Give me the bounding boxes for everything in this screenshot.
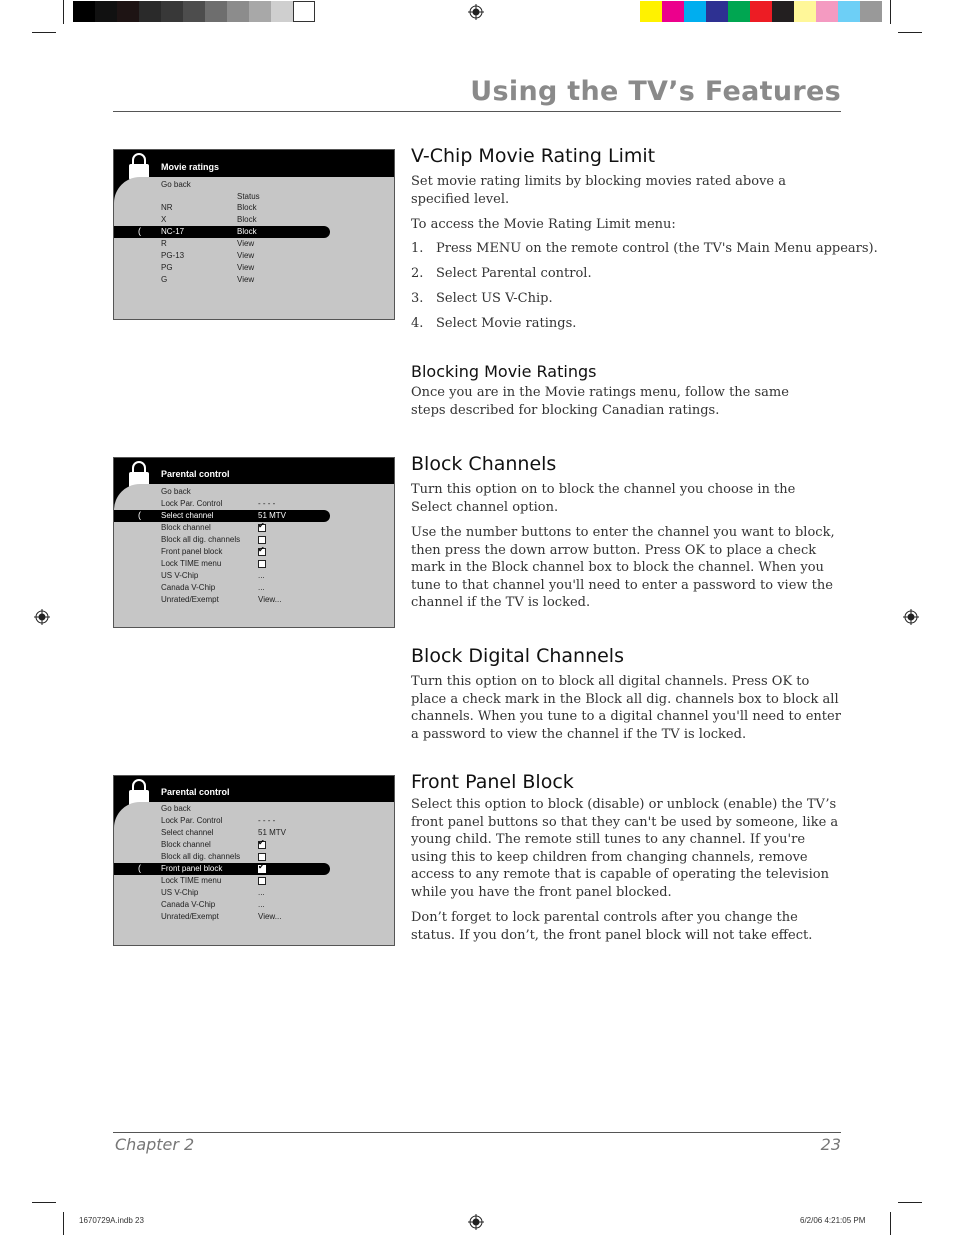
rating-label: NR	[161, 203, 173, 212]
menu-item-label: Front panel block	[161, 547, 223, 556]
section-heading: V-Chip Movie Rating Limit	[411, 145, 656, 167]
color-swatch	[95, 1, 117, 22]
chapter-label: Chapter 2	[115, 1135, 195, 1154]
menu-item-label: Lock Par. Control	[161, 499, 223, 508]
menu-panel	[114, 802, 394, 945]
menu-item-label: Unrated/Exempt	[161, 912, 219, 921]
menu-item[interactable]	[114, 498, 330, 510]
parental-control-screen	[113, 775, 395, 946]
rating-row[interactable]	[114, 202, 330, 214]
menu-item-go-back[interactable]: Go back	[161, 180, 191, 189]
body-paragraph: Turn this option on to block all digital channels. Press OK to place a check mark in the Block all dig. channels box to block all channels. When you tune to a digital channel you'll need to enter a password to view the channel if the TV is locked.	[411, 674, 841, 742]
step-text: Select US V-Chip.	[436, 291, 553, 306]
menu-item-label: Block channel	[161, 840, 211, 849]
checkbox[interactable]	[258, 853, 266, 861]
menu-item[interactable]	[114, 534, 330, 546]
menu-item-label: Front panel block	[161, 864, 223, 873]
color-swatch	[772, 1, 794, 22]
body-paragraph: Use the number buttons to enter the channel you want to block, then press the down arrow button. Press OK to place a check mark in the Block channel box to block the channel. When you tune to that channel you'll need to enter a password to view the channel if the TV is locked.	[411, 525, 835, 610]
body-paragraph: Once you are in the Movie ratings menu, follow the same steps described for blocking Canadian ratings.	[411, 385, 789, 418]
rating-row[interactable]	[114, 262, 330, 274]
menu-item-value: View...	[258, 595, 282, 604]
step-text: Select Parental control.	[436, 266, 592, 281]
menu-item[interactable]	[114, 522, 330, 534]
registration-target-icon	[34, 609, 50, 625]
crop-mark	[898, 1202, 922, 1203]
registration-target-icon	[468, 1214, 484, 1230]
menu-item-label: Select channel	[161, 828, 214, 837]
color-swatch	[794, 1, 816, 22]
rating-label: PG	[161, 263, 173, 272]
header-rule	[113, 111, 841, 112]
menu-item[interactable]	[114, 887, 330, 899]
color-swatch	[816, 1, 838, 22]
step-number: 4.	[411, 316, 424, 331]
movie-ratings-screen	[113, 149, 395, 320]
crop-mark	[898, 32, 922, 33]
color-swatch	[249, 1, 271, 22]
menu-item-value: ...	[258, 888, 265, 897]
menu-item-label: Go back	[161, 804, 191, 813]
color-swatch	[728, 1, 750, 22]
menu-item-label: US V-Chip	[161, 888, 199, 897]
color-swatch	[161, 1, 183, 22]
color-swatch	[706, 1, 728, 22]
crop-mark	[63, 1212, 64, 1235]
color-swatch	[662, 1, 684, 22]
rating-status: View	[237, 263, 255, 272]
color-swatch	[860, 1, 882, 22]
print-timestamp: 6/2/06 4:21:05 PM	[800, 1216, 866, 1225]
color-swatch	[271, 1, 293, 22]
color-swatch	[750, 1, 772, 22]
menu-item[interactable]	[114, 827, 330, 839]
registration-target-icon	[903, 609, 919, 625]
menu-item-label: Lock Par. Control	[161, 816, 223, 825]
menu-item-label: Lock TIME menu	[161, 876, 222, 885]
menu-item-value: ...	[258, 583, 265, 592]
rating-status: Block	[237, 203, 257, 212]
menu-item[interactable]	[114, 594, 330, 606]
subsection-heading: Blocking Movie Ratings	[411, 362, 597, 381]
color-swatch	[838, 1, 860, 22]
menu-item[interactable]	[114, 863, 330, 875]
section-heading: Front Panel Block	[411, 771, 574, 793]
step-number: 3.	[411, 291, 424, 306]
rating-label: R	[161, 239, 167, 248]
menu-item[interactable]	[114, 510, 330, 522]
color-swatch	[684, 1, 706, 22]
color-swatch	[183, 1, 205, 22]
menu-item-value: View...	[258, 912, 282, 921]
menu-item-value: ...	[258, 571, 265, 580]
page-number: 23	[820, 1135, 841, 1154]
body-paragraph: Set movie rating limits by blocking movies rated above a specified level.	[411, 174, 786, 207]
menu-item-label: Unrated/Exempt	[161, 595, 219, 604]
menu-item-label: Select channel	[161, 511, 214, 520]
step-number: 1.	[411, 241, 424, 256]
rating-row[interactable]	[114, 214, 330, 226]
checkbox[interactable]	[258, 536, 266, 544]
crop-mark	[63, 0, 64, 24]
rating-label: G	[161, 275, 168, 284]
rating-label: NC-17	[161, 227, 185, 236]
body-paragraph: Turn this option on to block the channel you choose in the Select channel option.	[411, 482, 796, 515]
rating-status: View	[237, 239, 255, 248]
menu-item[interactable]	[114, 875, 330, 887]
rating-row[interactable]	[114, 274, 330, 286]
crop-mark	[32, 32, 56, 33]
color-swatch	[117, 1, 139, 22]
menu-item-label: Canada V-Chip	[161, 583, 216, 592]
section-heading: Block Digital Channels	[411, 645, 624, 667]
menu-item[interactable]	[114, 570, 330, 582]
menu-item-value: 51 MTV	[258, 828, 287, 837]
menu-item[interactable]	[114, 911, 330, 923]
menu-item-value: ...	[258, 900, 265, 909]
rating-label: PG-13	[161, 251, 185, 260]
menu-item[interactable]	[114, 803, 330, 815]
rating-row[interactable]	[114, 238, 330, 250]
crop-mark	[890, 1212, 891, 1235]
rating-status: View	[237, 275, 255, 284]
selection-cursor-icon: (	[138, 226, 141, 236]
rating-status: Block	[237, 227, 257, 236]
body-paragraph: Don’t forget to lock parental controls after you change the status. If you don’t, the front panel block will not take effect.	[411, 910, 813, 943]
crop-mark	[32, 1202, 56, 1203]
menu-item[interactable]	[114, 815, 330, 827]
step-item	[411, 291, 553, 306]
color-swatch	[640, 1, 662, 22]
body-paragraph: To access the Movie Rating Limit menu:	[411, 217, 676, 232]
rating-status: Block	[237, 215, 257, 224]
registration-target-icon	[468, 4, 484, 20]
menu-item-value: 51 MTV	[258, 511, 287, 520]
menu-item-value: - - - -	[258, 816, 276, 825]
page-title: Using the TV’s Features	[470, 76, 841, 107]
parental-control-screen	[113, 457, 395, 628]
checkbox[interactable]	[258, 841, 266, 849]
screen-title: Parental control	[161, 787, 230, 797]
color-swatch	[205, 1, 227, 22]
color-swatch	[293, 1, 315, 22]
step-item	[411, 316, 576, 331]
selection-cursor-icon: (	[138, 510, 141, 520]
checkbox[interactable]	[258, 877, 266, 885]
menu-item[interactable]	[114, 839, 330, 851]
menu-item-label: Canada V-Chip	[161, 900, 216, 909]
color-swatch	[227, 1, 249, 22]
screen-title: Movie ratings	[161, 162, 220, 172]
step-number: 2.	[411, 266, 424, 281]
print-slug: 1670729A.indb 23	[79, 1216, 144, 1225]
menu-item[interactable]	[114, 851, 330, 863]
rating-row[interactable]	[114, 250, 330, 262]
menu-item-label: Go back	[161, 487, 191, 496]
menu-item-label: Block channel	[161, 523, 211, 532]
crop-mark	[890, 0, 891, 24]
selection-cursor-icon: (	[138, 863, 141, 873]
menu-item[interactable]	[114, 582, 330, 594]
menu-item-label: Lock TIME menu	[161, 559, 222, 568]
menu-item[interactable]	[114, 486, 330, 498]
menu-panel	[114, 484, 394, 627]
checkbox[interactable]	[258, 865, 266, 873]
status-column-header: Status	[237, 192, 260, 201]
step-item	[411, 266, 592, 281]
section-heading: Block Channels	[411, 453, 557, 475]
color-swatch	[139, 1, 161, 22]
menu-item[interactable]	[114, 899, 330, 911]
menu-item-label: Block all dig. channels	[161, 535, 241, 544]
menu-item-label: US V-Chip	[161, 571, 199, 580]
rating-label: X	[161, 215, 167, 224]
screen-title: Parental control	[161, 469, 230, 479]
rating-row[interactable]	[114, 226, 330, 238]
rating-status: View	[237, 251, 255, 260]
step-text: Press MENU on the remote control (the TV's Main Menu appears).	[436, 241, 878, 256]
body-paragraph: Select this option to block (disable) or unblock (enable) the TV’s front panel buttons so that they can't be used by someone, like a young child. The remote still tunes to any channel. If you're using this to keep children from changing channels, remove access to any remote that is capable of operating the television while you have the front panel blocked.	[411, 797, 839, 900]
footer-rule	[113, 1132, 841, 1133]
menu-item-label: Block all dig. channels	[161, 852, 241, 861]
menu-panel	[114, 177, 394, 319]
color-swatch	[73, 1, 95, 22]
menu-item[interactable]	[114, 558, 330, 570]
step-item	[411, 241, 878, 256]
checkbox[interactable]	[258, 524, 266, 532]
menu-item-value: - - - -	[258, 499, 276, 508]
step-text: Select Movie ratings.	[436, 316, 577, 331]
checkbox[interactable]	[258, 560, 266, 568]
menu-item[interactable]	[114, 546, 330, 558]
checkbox[interactable]	[258, 548, 266, 556]
